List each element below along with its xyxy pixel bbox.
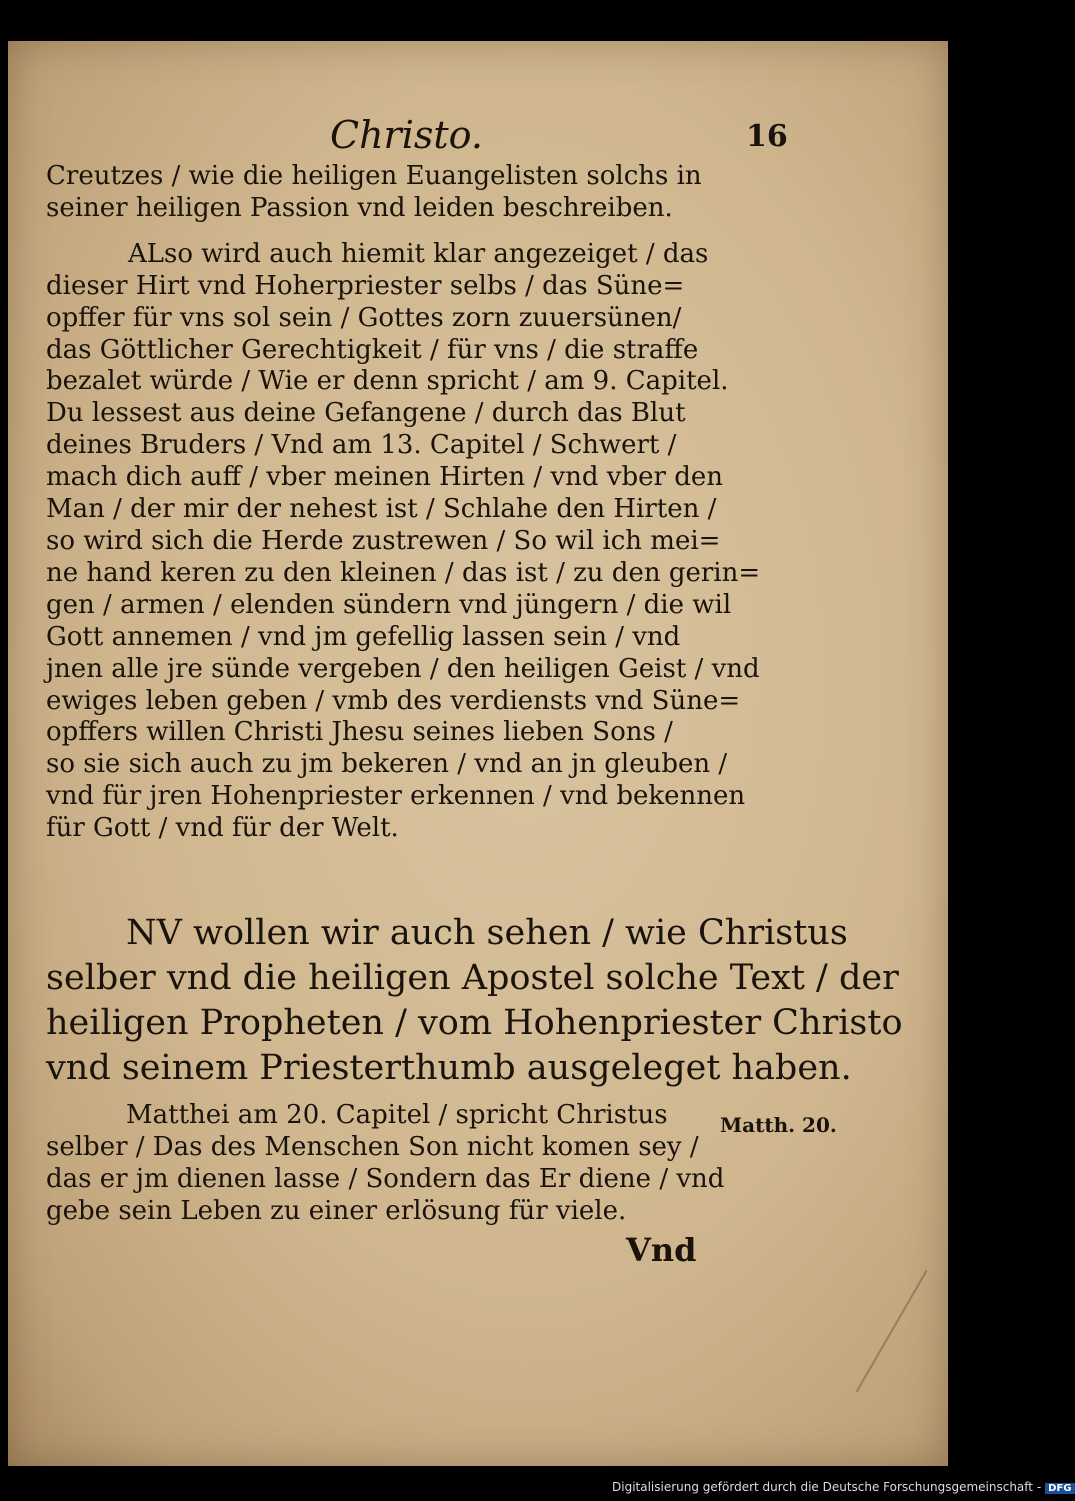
text-line: so sie sich auch zu jm bekeren / vnd an jn gleuben /: [46, 749, 728, 780]
catchword: Vnd: [626, 1231, 697, 1269]
text-line: selber / Das des Menschen Son nicht komen sey /: [46, 1132, 699, 1162]
text-line: opffer für vns sol sein / Gottes zorn zuuersünen/: [46, 302, 682, 333]
text-line: jnen alle jre sünde vergeben / den heiligen Geist / vnd: [46, 653, 760, 684]
text-line: für Gott / vnd für der Welt.: [46, 813, 399, 844]
text-line: Gott annemen / vnd jm gefellig lassen sein / vnd: [46, 621, 681, 652]
text-line: ewiges leben geben / vmb des verdiensts vnd Süne=: [46, 685, 741, 716]
text-line: seiner heiligen Passion vnd leiden beschreiben.: [46, 192, 673, 223]
text-line: Matthei am 20. Capitel / spricht Christus: [126, 1100, 668, 1130]
text-line: Creutzes / wie die heiligen Euangelisten solchs in: [46, 161, 702, 191]
text-line: opffers willen Christi Jhesu seines lieben Sons /: [46, 717, 673, 748]
margin-note: Matth. 20.: [720, 1113, 837, 1137]
footer-text: Digitalisierung gefördert durch die Deutsche Forschungsgemeinschaft -: [612, 1480, 1042, 1494]
heading-line: heiligen Propheten / vom Hohenpriester Christo: [46, 1003, 903, 1043]
text-line: deines Bruders / Vnd am 13. Capitel / Schwert /: [46, 430, 677, 461]
footer-credit: [612, 1480, 1075, 1494]
text-line: das Göttlicher Gerechtigkeit / für vns / die straffe: [46, 334, 699, 365]
text-line: bezalet würde / Wie er denn spricht / am 9. Capitel.: [46, 366, 729, 397]
text-line: so wird sich die Herde zustrewen / So wil ich mei=: [46, 525, 721, 556]
section-heading: [46, 911, 903, 1091]
heading-line: NV wollen wir auch sehen / wie Christus: [126, 913, 848, 953]
page-number: 16: [746, 119, 788, 154]
text-line: das er jm dienen lasse / Sondern das Er diene / vnd: [46, 1164, 725, 1194]
book-page: [8, 41, 948, 1466]
text-line: mach dich auff / vber meinen Hirten / vnd vber den: [46, 462, 723, 493]
running-title: Christo.: [330, 113, 483, 157]
text-line: ne hand keren zu den kleinen / das ist / zu den gerin=: [46, 557, 761, 588]
heading-line: vnd seinem Priesterthumb ausgeleget haben.: [46, 1048, 852, 1088]
paragraph: [46, 238, 761, 845]
text-line: vnd für jren Hohenpriester erkennen / vnd bekennen: [46, 781, 746, 812]
text-line: gen / armen / elenden sündern vnd jüngern / die wil: [46, 589, 732, 620]
dfg-logo: DFG: [1045, 1483, 1074, 1494]
paragraph: [46, 1099, 746, 1227]
text-line: gebe sein Leben zu einer erlösung für viele.: [46, 1196, 627, 1226]
text-line: Man / der mir der nehest ist / Schlahe den Hirten /: [46, 494, 717, 525]
page-header: [8, 113, 948, 163]
page-mark: [856, 1270, 962, 1412]
text-line: dieser Hirt vnd Hoherpriester selbs / das Süne=: [46, 270, 685, 301]
text-line: Du lessest aus deine Gefangene / durch das Blut: [46, 398, 686, 429]
text-line: ALso wird auch hiemit klar angezeiget / das: [128, 238, 709, 269]
heading-line: selber vnd die heiligen Apostel solche Text / der: [46, 958, 899, 998]
body-text: [46, 161, 761, 845]
